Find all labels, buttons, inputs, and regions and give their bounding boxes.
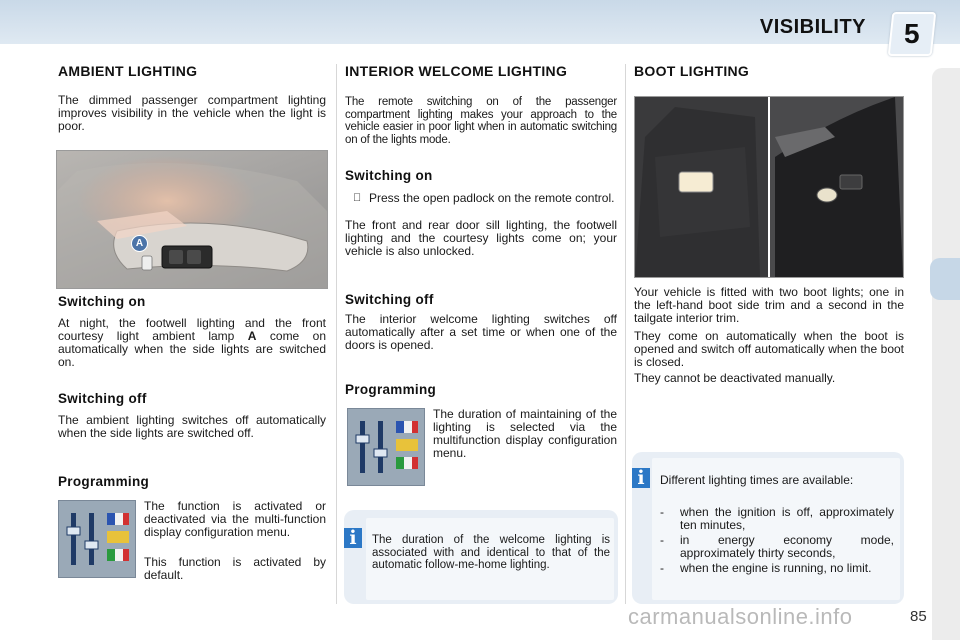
column-divider: [336, 64, 337, 604]
ambient-lighting-heading: AMBIENT LIGHTING: [58, 63, 198, 79]
page-number: 85: [910, 608, 927, 625]
chapter-number: 5: [904, 18, 920, 49]
ambient-default-text: This function is activated by default.: [144, 555, 326, 582]
chapter-side-bar: [932, 68, 960, 640]
welcome-press-padlock-text: Press the open padlock on the remote control.: [369, 191, 615, 205]
boot-lights-photo: [634, 96, 904, 278]
ambient-switching-on-text-part-1: At night, the footwell lighting and the front courtesy light ambient lamp: [58, 316, 326, 343]
ambient-switching-off-text: The ambient lighting switches off automatically when the side lights are switched off.: [58, 413, 326, 440]
ambient-programming-text: The function is activated or deactivated via the multi-function display configuration menu.: [144, 499, 326, 539]
boot-lighting-text-2: They come on automatically when the boot is opened and switch off automatically when the boot is closed.: [634, 329, 904, 369]
boot-info-list: [658, 506, 894, 577]
boot-lights-illustration: [635, 97, 903, 277]
list-item: - when the ignition is off, approximately ten minutes,: [658, 506, 894, 532]
chapter-side-bar-marker: [930, 258, 960, 300]
welcome-switching-on-text: The front and rear door sill lighting, the footwell lighting and the courtesy lights come on; your vehicle is also unlocked.: [345, 218, 617, 258]
ambient-switching-on-text-part-2: come on automatically when the side lights are switched on.: [58, 329, 327, 369]
welcome-programming-text: The duration of maintaining of the lighting is selected via the multifunction display configuration menu.: [433, 407, 617, 460]
ambient-switching-off-heading: Switching off: [58, 391, 147, 406]
ambient-lighting-intro: The dimmed passenger compartment lighting improves visibility in the vehicle when the light is poor.: [58, 93, 326, 133]
watermark: carmanualsonline.info: [628, 604, 853, 629]
boot-info-box: [632, 452, 904, 604]
boot-info-panel: [652, 458, 900, 600]
boot-lighting-heading: BOOT LIGHTING: [634, 63, 750, 79]
ambient-lamp-illustration: [57, 151, 327, 288]
welcome-lighting-intro: The remote switching on of the passenger compartment lighting makes your approach to the vehicle easier in poor light when in automatic switching on of the lights mode.: [345, 96, 617, 146]
ambient-switching-on-text: [58, 317, 326, 369]
boot-info-intro: Different lighting times are available:: [660, 473, 854, 487]
lamp-callout-label: A: [131, 235, 148, 252]
welcome-info-panel: [366, 518, 614, 600]
page-title: VISIBILITY: [759, 16, 866, 38]
boot-lighting-text-1: Your vehicle is fitted with two boot lights; one in the left-hand boot side trim and a second in the tailgate interior trim.: [634, 285, 904, 325]
ambient-lamp-reference: A: [247, 329, 257, 343]
welcome-info-box: [344, 510, 618, 604]
list-item: - in energy economy mode, approximately thirty seconds,: [658, 534, 894, 560]
ambient-programming-heading: Programming: [58, 474, 150, 489]
welcome-lighting-heading: INTERIOR WELCOME LIGHTING: [345, 63, 568, 79]
info-icon: i: [632, 468, 650, 488]
welcome-switching-off-heading: Switching off: [345, 292, 434, 307]
arrow-bullet-icon: [353, 192, 361, 204]
chapter-number-tab: [888, 12, 937, 56]
multifunction-display-settings-icon: [58, 500, 136, 578]
boot-lighting-text-3: They cannot be deactivated manually.: [634, 371, 836, 385]
ambient-lamp-photo: [56, 150, 328, 289]
welcome-info-text: The duration of the welcome lighting is associated with and identical to that of the automatic follow-me-home lighting.: [372, 534, 610, 571]
info-icon: i: [344, 528, 362, 548]
multifunction-display-settings-icon: [347, 408, 425, 486]
list-item: - when the engine is running, no limit.: [658, 562, 894, 575]
ambient-switching-on-heading: Switching on: [58, 294, 146, 309]
column-divider: [625, 64, 626, 604]
welcome-switching-off-text: The interior welcome lighting switches off automatically after a set time or when one of the doors is opened.: [345, 312, 617, 352]
welcome-switching-on-heading: Switching on: [345, 168, 433, 183]
welcome-programming-heading: Programming: [345, 382, 437, 397]
